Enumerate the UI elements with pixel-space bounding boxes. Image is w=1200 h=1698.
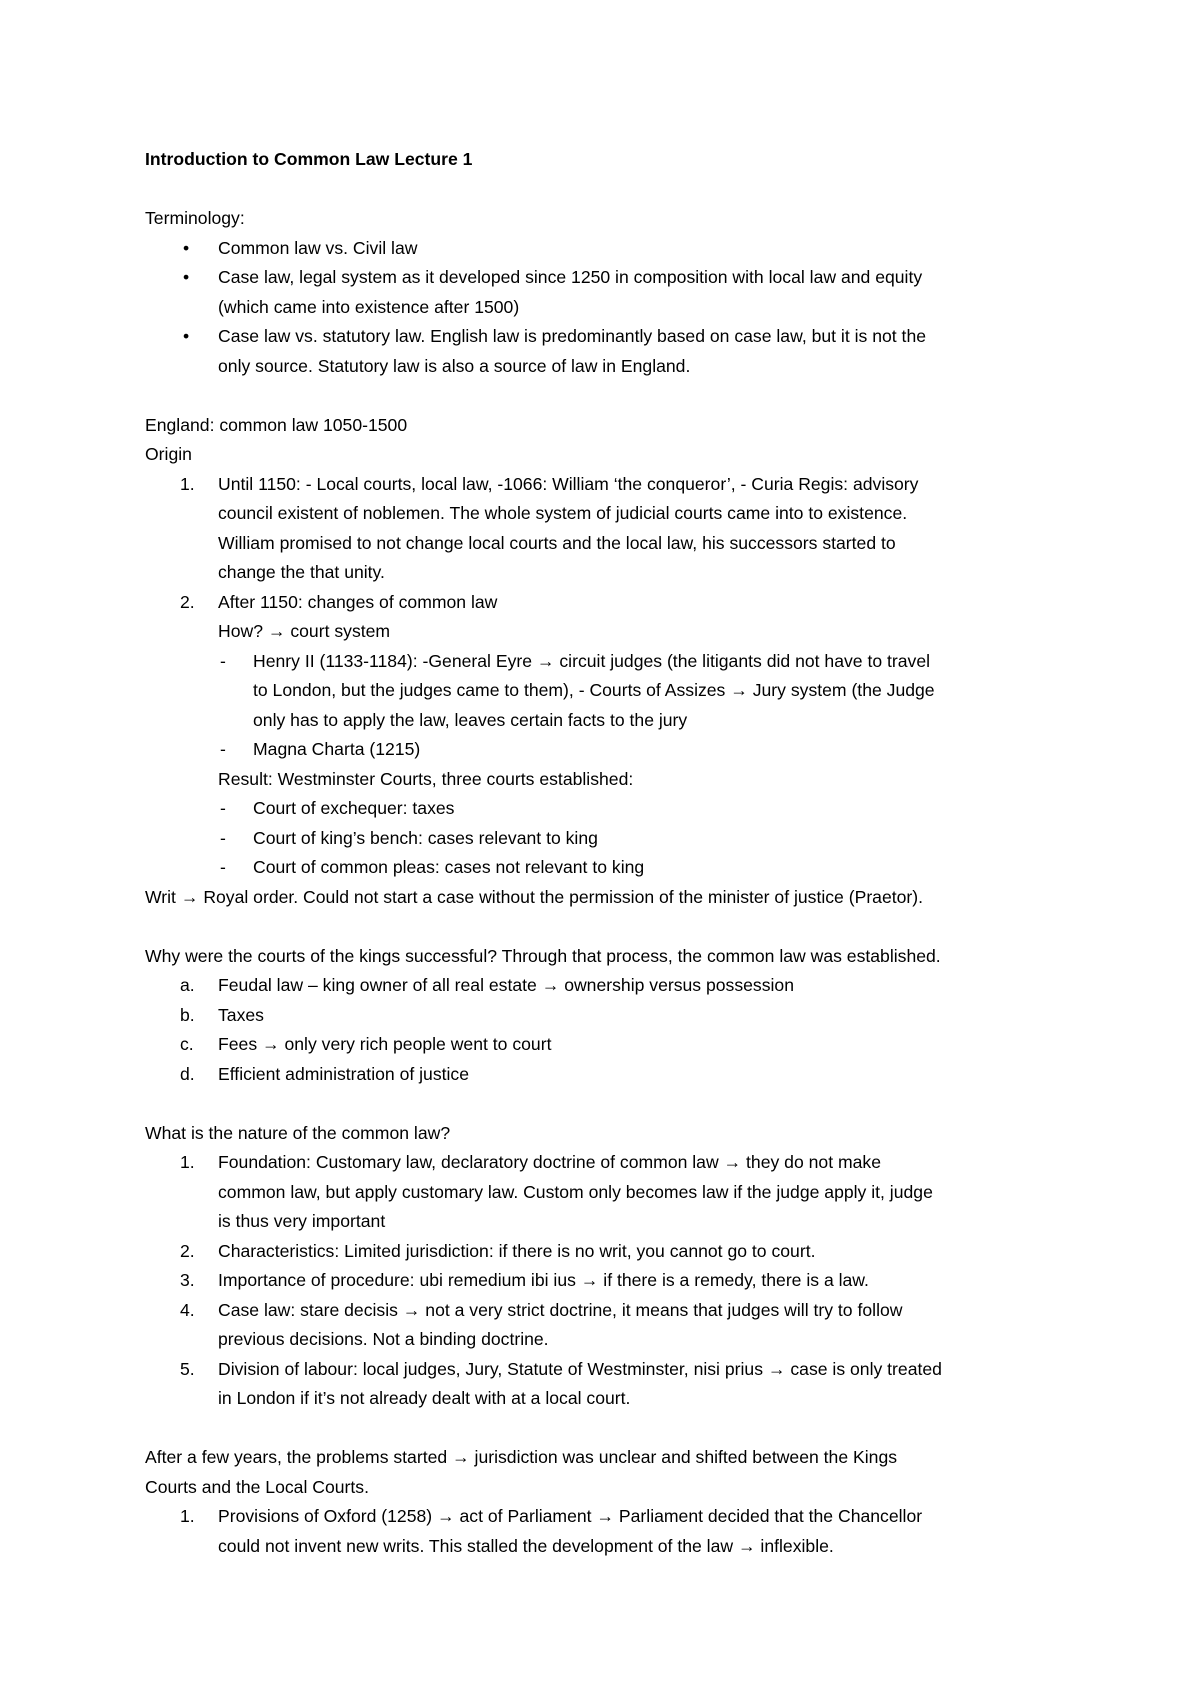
list-item-text: only has to apply the law, leaves certain facts to the jury <box>253 709 688 730</box>
list-letter: d. <box>180 1063 195 1084</box>
list-number: 5. <box>180 1358 195 1379</box>
list-item <box>145 1266 1075 1296</box>
list-item-text: Efficient administration of justice <box>218 1063 469 1084</box>
list-item-text: Magna Charta (1215) <box>253 739 421 759</box>
bullet-marker: • <box>183 237 190 258</box>
list-item <box>145 1060 1075 1090</box>
england-heading: England: common law 1050-1500 <box>145 414 408 435</box>
terminology-list <box>145 234 1075 382</box>
list-item-text: William promised to not change local courts and the local law, his successors started to <box>218 532 896 553</box>
list-item <box>145 1148 1075 1237</box>
sub-list-item <box>145 794 1075 824</box>
dash-marker: - <box>220 650 226 671</box>
list-number: 2. <box>180 591 195 612</box>
list-item-text: Characteristics: Limited jurisdiction: if there is no writ, you cannot go to court. <box>218 1240 816 1261</box>
list-item-text: Provisions of Oxford (1258) → act of Parliament → Parliament decided that the Chancellor <box>218 1506 923 1526</box>
list-letter: b. <box>180 1004 195 1025</box>
bullet-marker: • <box>183 267 190 287</box>
list-item-text: How? → court system <box>218 621 391 641</box>
sub-list-item <box>145 824 1075 854</box>
list-item-text: to London, but the judges came to them), - Courts of Assizes → Jury system (the Judge <box>253 680 935 700</box>
list-number: 1. <box>180 1152 195 1172</box>
list-letter: c. <box>180 1034 194 1054</box>
list-number: 1. <box>180 1506 195 1526</box>
list-item <box>145 1296 1075 1355</box>
list-item-text: Henry II (1133-1184): -General Eyre → circuit judges (the litigants did not have to travel <box>253 650 931 671</box>
origin-heading: Origin <box>145 444 192 464</box>
list-item <box>145 234 1075 264</box>
list-item-text: Court of common pleas: cases not relevant to king <box>253 857 645 877</box>
sub-list-item <box>145 647 1075 736</box>
list-item-text: Case law, legal system as it developed since 1250 in composition with local law and equity <box>218 267 923 287</box>
list-item <box>145 322 1075 381</box>
list-item <box>145 263 1075 322</box>
list-item-text: could not invent new writs. This stalled the development of the law → inflexible. <box>218 1535 834 1556</box>
list-item-text: Taxes <box>218 1004 264 1025</box>
document-body <box>145 145 1075 1561</box>
list-item <box>145 1237 1075 1267</box>
list-item-text: Feudal law – king owner of all real estate → ownership versus possession <box>218 975 794 995</box>
nature-question: What is the nature of the common law? <box>145 1122 451 1143</box>
after-paragraph-line: After a few years, the problems started → jurisdiction was unclear and shifted between the Kings <box>145 1447 898 1467</box>
list-item-text: Case law vs. statutory law. English law is predominantly based on case law, but it is not the <box>218 326 927 346</box>
list-item-text: After 1150: changes of common law <box>218 591 498 612</box>
list-item-text: Fees → only very rich people went to court <box>218 1034 552 1054</box>
list-item-text: common law, but apply customary law. Custom only becomes law if the judge apply it, judge <box>218 1181 933 1202</box>
list-number: 4. <box>180 1299 195 1320</box>
list-item <box>145 1001 1075 1031</box>
list-item-text: change the that unity. <box>218 562 385 582</box>
list-item-text: is thus very important <box>218 1211 386 1231</box>
list-item-text: Foundation: Customary law, declaratory doctrine of common law → they do not make <box>218 1152 882 1172</box>
dash-marker: - <box>220 827 226 848</box>
list-item-text: Common law vs. Civil law <box>218 237 418 258</box>
dash-marker: - <box>220 739 226 759</box>
list-item-text: Court of exchequer: taxes <box>253 798 455 818</box>
document-title: Introduction to Common Law Lecture 1 <box>145 149 473 169</box>
bullet-marker: • <box>183 326 190 346</box>
list-number: 1. <box>180 473 195 494</box>
list-item-text: Division of labour: local judges, Jury, Statute of Westminster, nisi prius → case is only treated <box>218 1358 942 1379</box>
list-item-text: council existent of noblemen. The whole system of judicial courts came into to existence. <box>218 503 908 523</box>
list-item-text: Court of king’s bench: cases relevant to king <box>253 827 598 848</box>
list-item <box>145 470 1075 588</box>
list-number: 3. <box>180 1270 195 1290</box>
result-text: Result: Westminster Courts, three courts established: <box>218 768 634 789</box>
list-item <box>145 971 1075 1001</box>
list-item-text: Importance of procedure: ubi remedium ibi ius → if there is a remedy, there is a law. <box>218 1270 869 1290</box>
list-letter: a. <box>180 975 195 995</box>
list-item-text: only source. Statutory law is also a source of law in England. <box>218 355 691 376</box>
list-item <box>145 1030 1075 1060</box>
why-question: Why were the courts of the kings successful? Through that process, the common law was established. <box>145 945 941 966</box>
sub-list-item <box>145 853 1075 883</box>
list-item <box>145 588 1075 647</box>
list-item-text: previous decisions. Not a binding doctrine. <box>218 1329 549 1349</box>
list-item <box>145 1355 1075 1414</box>
dash-marker: - <box>220 798 226 818</box>
list-item-text: (which came into existence after 1500) <box>218 296 520 317</box>
sub-list-item <box>145 735 1075 765</box>
after-paragraph-line: Courts and the Local Courts. <box>145 1476 369 1497</box>
list-item-text: in London if it’s not already dealt with at a local court. <box>218 1388 631 1408</box>
terminology-heading: Terminology: <box>145 208 245 228</box>
list-number: 2. <box>180 1240 195 1261</box>
list-item <box>145 1502 1075 1561</box>
dash-marker: - <box>220 857 226 877</box>
writ-text: Writ → Royal order. Could not start a case without the permission of the minister of justice (Praetor). <box>145 886 924 907</box>
list-item-text: Until 1150: - Local courts, local law, -1066: William ‘the conqueror’, - Curia Regis: advisory <box>218 473 919 494</box>
list-item-text: Case law: stare decisis → not a very strict doctrine, it means that judges will try to follow <box>218 1299 903 1320</box>
